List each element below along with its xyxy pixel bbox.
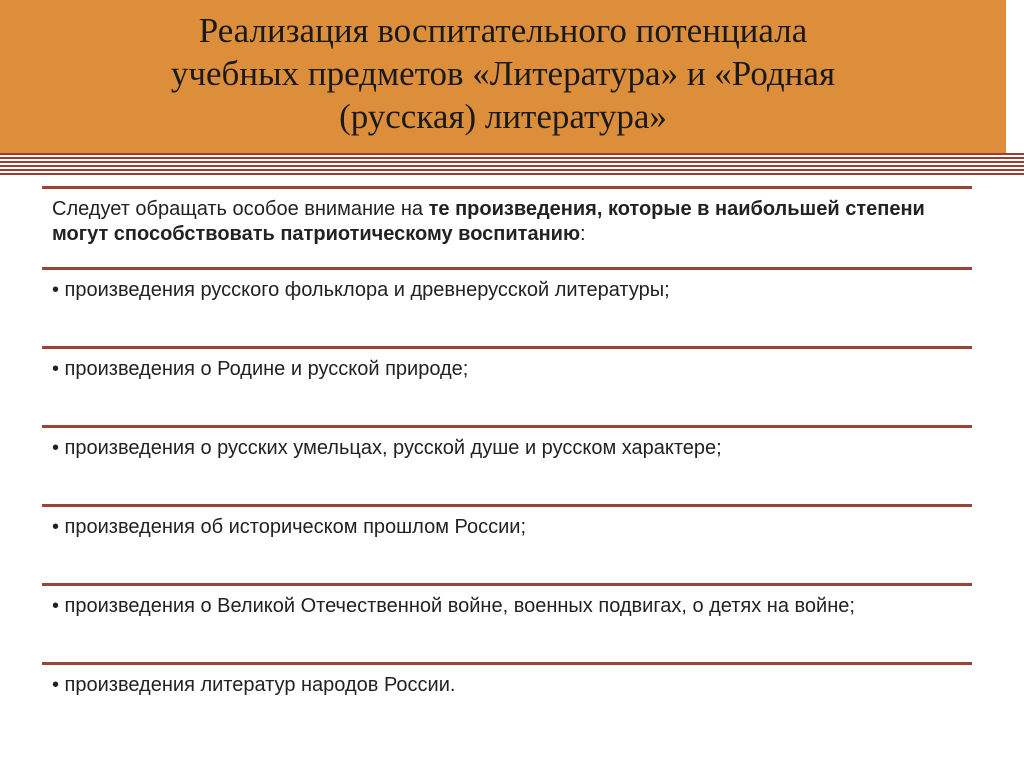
intro-bold-text: те произведения, которые в наибольшей степени могут способствовать патриотическому воспитанию: [52, 198, 925, 245]
intro-end: :: [580, 223, 586, 245]
list-item-text: • произведения литератур народов России.: [52, 674, 456, 696]
decorative-stripes: [0, 153, 1024, 175]
list-item: [42, 267, 972, 346]
list-item: [42, 662, 972, 722]
title-line: учебных предметов «Литература» и «Родная: [170, 54, 836, 93]
list-item-text: • произведения об историческом прошлом России;: [52, 516, 526, 538]
slide-title: [171, 9, 835, 138]
list-item-text: • произведения о Великой Отечественной войне, военных подвигах, о детях на войне;: [52, 595, 855, 617]
list-item-text: • произведения русского фольклора и древнерусской литературы;: [52, 279, 670, 301]
list-item: [42, 504, 972, 583]
list-item-text: • произведения о Родине и русской природе;: [52, 358, 469, 380]
title-line: Реализация воспитательного потенциала: [198, 11, 808, 50]
intro-text: Следует обращать особое внимание на: [52, 198, 429, 220]
title-band-edge: [1006, 0, 1024, 153]
list-item: [42, 346, 972, 425]
intro-row: [42, 186, 972, 267]
title-line: (русская) литература»: [339, 97, 667, 136]
content-list: [42, 186, 972, 722]
title-band: [0, 0, 1006, 153]
list-item: [42, 425, 972, 504]
list-item: [42, 583, 972, 662]
list-item-text: • произведения о русских умельцах, русской душе и русском характере;: [52, 437, 722, 459]
